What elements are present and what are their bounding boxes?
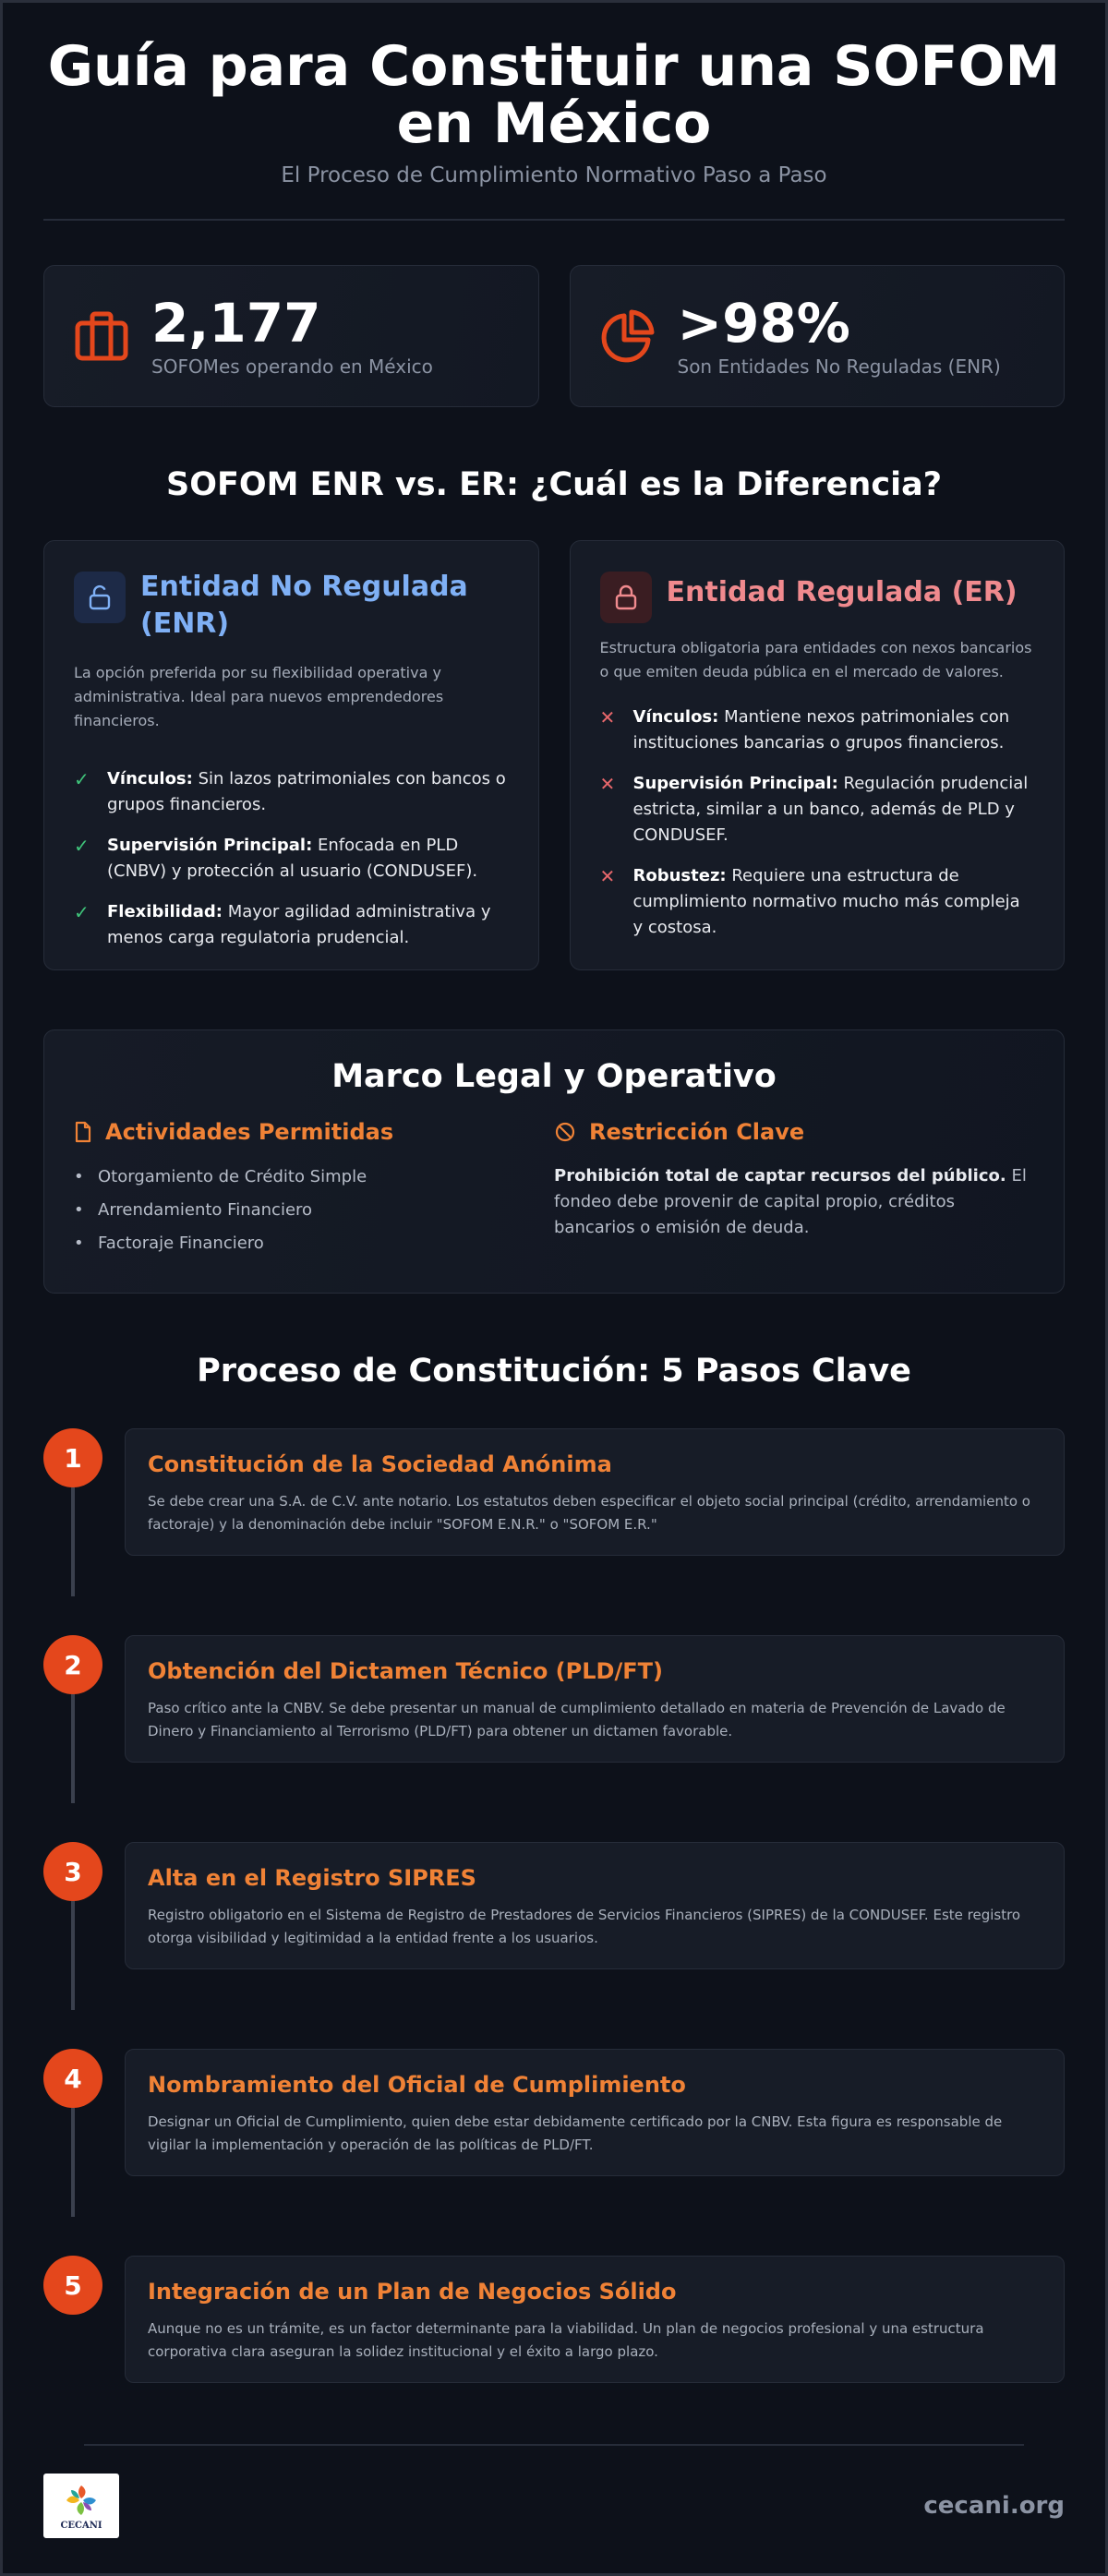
list-item: • Arrendamiento Financiero [74,1200,313,1220]
stat-value: >98% [677,292,850,355]
step-description: Designar un Oficial de Cumplimiento, quien debe estar debidamente certificado por la CNBV. Esta figura es responsable de vigilar la implementación y operación de las políticas de PLD/FT. [148,2113,1003,2153]
step-number: 5 [43,2256,102,2315]
step-card [125,2049,1065,2176]
restriction-text [554,1163,1034,1241]
item-text: Enfocada en PLD (CNBV) y protección al usuario (CONDUSEF). [107,836,478,881]
process-title: Proceso de Constitución: 5 Pasos Clave [197,1353,911,1390]
activities-title: Actividades Permitidas [105,1119,394,1145]
step-title: Constitución de la Sociedad Anónima [148,1451,612,1477]
document-icon [74,1121,92,1143]
er-card [570,540,1066,970]
step-description: Registro obligatorio en el Sistema de Registro de Prestadores de Servicios Financieros (SIPRES) de la CONDUSEF. Este registro otorga visibilidad y legitimidad a la entidad frente a los usuarios. [148,1907,1021,1946]
item-label: Supervisión Principal: [632,774,838,793]
step-number: 1 [43,1428,102,1487]
stat-card-sofomes [43,265,539,407]
step-1 [43,1428,1065,1635]
step-description: Paso crítico ante la CNBV. Se debe presentar un manual de cumplimiento detallado en materia de Prevención de Lavado de Dinero y Financiamiento al Terrorismo (PLD/FT) para obtener un dictamen favorable. [148,1700,1006,1739]
activities-column [74,1119,554,1267]
header [3,3,1105,187]
pie-chart-icon [598,307,657,366]
list-item: • Otorgamiento de Crédito Simple [74,1167,367,1186]
logo-mark-icon [63,2482,100,2519]
list-item [74,833,509,885]
item-label: Vínculos: [107,769,193,788]
restriction-strong: Prohibición total de captar recursos del público. [554,1166,1006,1186]
lock-icon [600,572,652,623]
comparison-row [43,540,1065,970]
item-label: Flexibilidad: [107,902,223,921]
list-item [74,766,509,818]
stat-label: Son Entidades No Reguladas (ENR) [677,355,1001,378]
check-icon: ✓ [74,901,90,923]
list-item: • Factoraje Financiero [74,1234,264,1253]
activity-text: Arrendamiento Financiero [98,1200,313,1220]
cecani-logo[interactable] [43,2474,119,2538]
enr-title: Entidad No Regulada (ENR) [140,571,468,640]
item-label: Supervisión Principal: [107,836,313,855]
page-title: Guía para Constituir una SOFOM en México [47,34,1061,156]
step-title: Alta en el Registro SIPRES [148,1865,476,1891]
step-connector [71,1694,75,1803]
check-icon: ✓ [74,768,90,790]
step-title: Obtención del Dictamen Técnico (PLD/FT) [148,1658,663,1684]
step-card [125,1842,1065,1969]
restriction-column [554,1119,1034,1267]
comparison-title: SOFOM ENR vs. ER: ¿Cuál es la Diferencia? [166,466,942,503]
logo-text: CECANI [60,2520,102,2531]
item-label: Robustez: [632,866,727,885]
step-connector [71,2108,75,2217]
cross-icon: ✕ [599,706,616,728]
step-4 [43,2049,1065,2256]
ban-icon [554,1121,576,1143]
legal-title: Marco Legal y Operativo [331,1058,777,1095]
check-icon: ✓ [74,835,90,857]
footer-divider [84,2444,1024,2446]
list-item [600,771,1035,849]
footer [43,2474,1065,2538]
process-steps [43,1428,1065,2462]
unlock-icon [74,572,126,623]
step-2 [43,1635,1065,1842]
item-text: Mayor agilidad administrativa y menos carga regulatoria prudencial. [107,902,491,947]
legal-framework-card [43,1029,1065,1294]
step-number: 2 [43,1635,102,1694]
step-number: 4 [43,2049,102,2108]
stat-value: 2,177 [151,292,321,355]
cross-icon: ✕ [599,773,616,795]
step-number: 3 [43,1842,102,1901]
item-text: Mantiene nexos patrimoniales con instituciones bancarias o grupos financieros. [632,707,1010,752]
list-item [74,899,509,951]
activity-text: Otorgamiento de Crédito Simple [98,1167,367,1186]
step-connector [71,1901,75,2010]
step-5 [43,2256,1065,2462]
briefcase-icon [72,307,131,366]
stat-label: SOFOMes operando en México [151,355,433,378]
footer-site-link[interactable]: cecani.org [923,2492,1065,2520]
step-card [125,2256,1065,2383]
restriction-title: Restricción Clave [589,1119,805,1145]
item-label: Vínculos: [632,707,719,727]
step-card [125,1428,1065,1556]
step-connector [71,1487,75,1596]
step-description: Se debe crear una S.A. de C.V. ante notario. Los estatutos deben especificar el objeto social principal (crédito, arrendamiento o factoraje) y la denominación debe incluir "SOFOM E.N.R." o "SOFOM E.R." [148,1493,1030,1533]
item-text: Requiere una estructura de cumplimiento normativo mucho más compleja y costosa. [632,866,1020,937]
enr-description: La opción preferida por su flexibilidad operativa y administrativa. Ideal para nuevos emprendedores financieros. [74,664,444,729]
item-text: Sin lazos patrimoniales con bancos o grupos financieros. [107,769,506,814]
list-item [600,863,1035,941]
activity-text: Factoraje Financiero [98,1234,264,1253]
header-divider [43,219,1065,221]
step-title: Nombramiento del Oficial de Cumplimiento [148,2072,686,2098]
er-title: Entidad Regulada (ER) [666,576,1018,608]
step-description: Aunque no es un trámite, es un factor determinante para la viabilidad. Un plan de negocios profesional y una estructura corporativa clara aseguran la solidez institucional y el éxito a largo plazo. [148,2320,984,2360]
list-item [600,704,1035,756]
page-subtitle: El Proceso de Cumplimiento Normativo Paso a Paso [281,163,827,187]
restriction-detail: El fondeo debe provenir de capital propio, créditos bancarios o emisión de deuda. [554,1166,1027,1237]
step-3 [43,1842,1065,2049]
step-title: Integración de un Plan de Negocios Sólido [148,2279,677,2305]
cross-icon: ✕ [599,865,616,887]
stat-card-enr-share [570,265,1066,407]
stats-row [43,265,1065,407]
step-card [125,1635,1065,1763]
enr-card [43,540,539,970]
item-text: Regulación prudencial estricta, similar a un banco, además de PLD y CONDUSEF. [632,774,1029,845]
er-description: Estructura obligatoria para entidades con nexos bancarios o que emiten deuda pública en el mercado de valores. [599,639,1032,680]
